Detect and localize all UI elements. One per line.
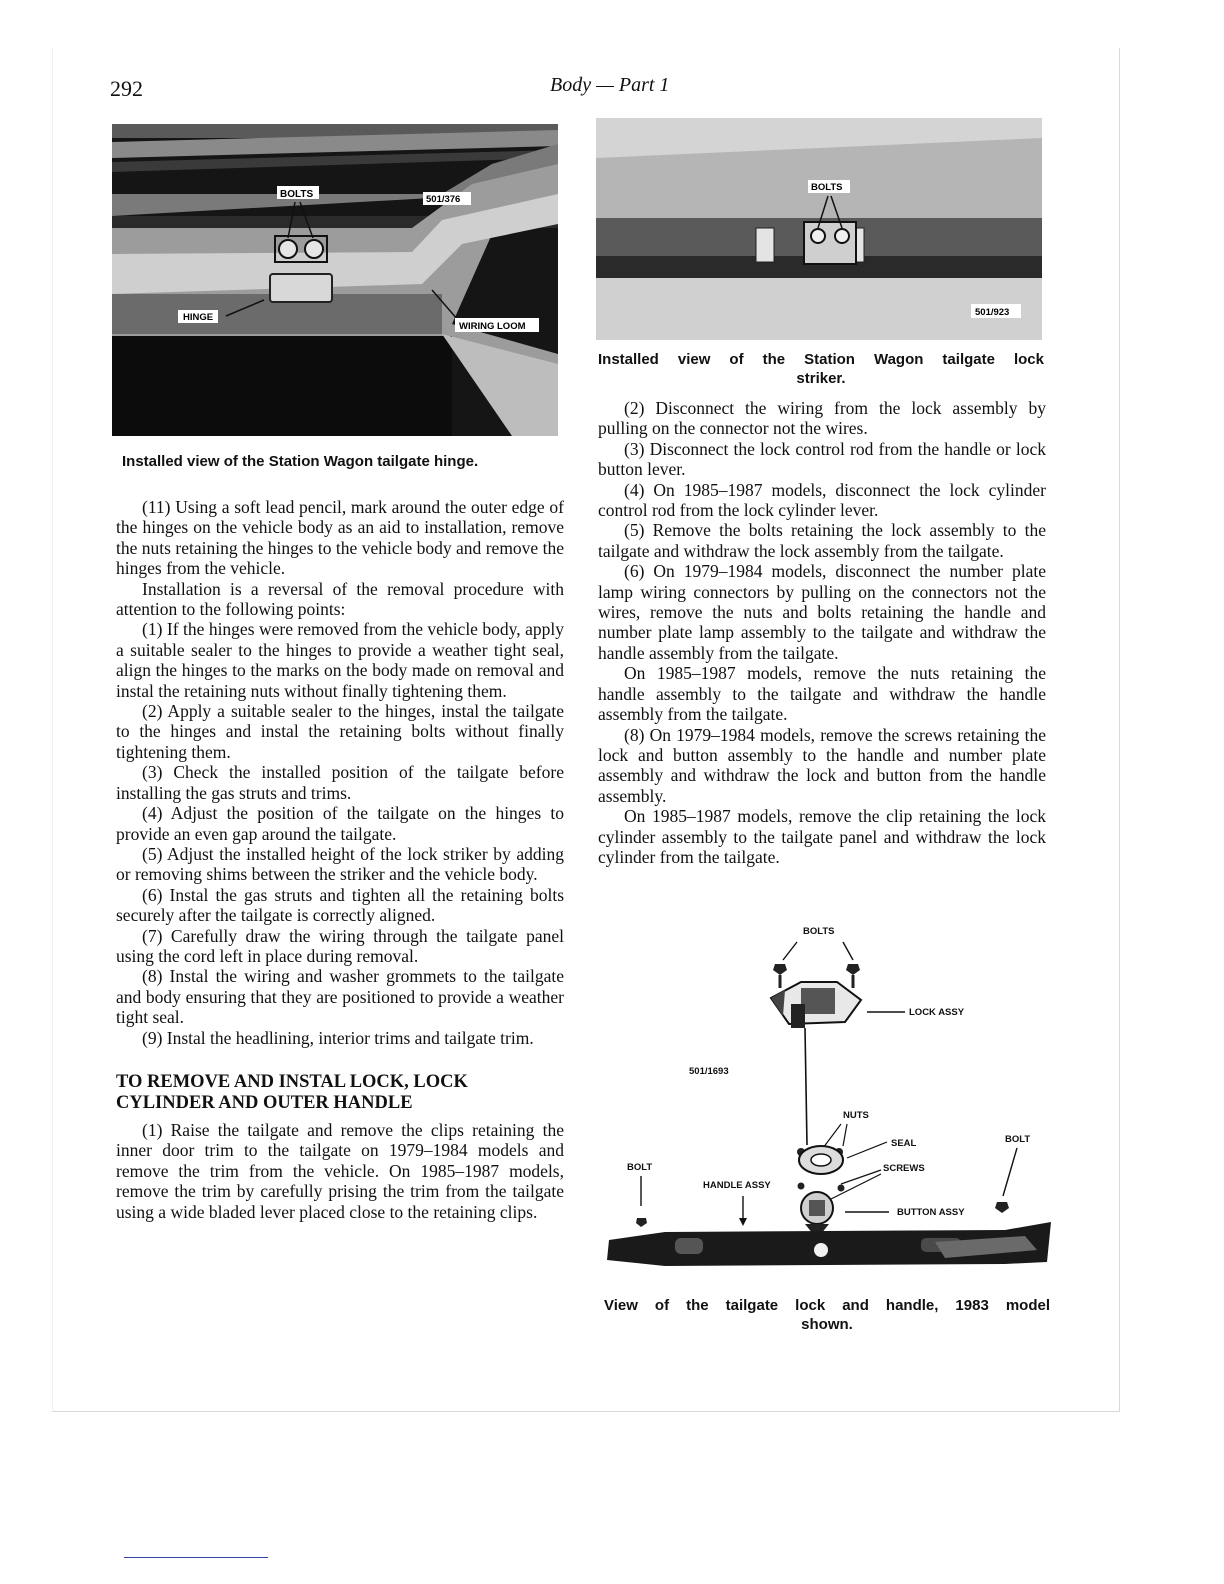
- seal-icon: [799, 1146, 843, 1174]
- left-paragraph: (1) If the hinges were removed from the vehicle body, apply a suitable sealer to the hinges to provide a weather tight seal, align the hinges to the marks on the body made on removal and instal the retaining nuts without finally tightening them.: [116, 619, 564, 701]
- running-title: Body — Part 1: [550, 74, 670, 96]
- diagram-bolt-right-label: BOLT: [1005, 1134, 1031, 1145]
- hinge-photo-wiring-loom-label: WIRING LOOM: [459, 321, 526, 332]
- diagram-screws-label: SCREWS: [883, 1163, 925, 1174]
- diagram-bolts-label: BOLTS: [803, 926, 835, 937]
- left-paragraph: (8) Instal the wiring and washer grommets to the tailgate and body ensuring that they are positioned to provide a weather tight seal.: [116, 966, 564, 1028]
- diagram-caption: [604, 1296, 1050, 1334]
- hinge-photo-hinge-label: HINGE: [183, 312, 214, 323]
- left-paragraph: (11) Using a soft lead pencil, mark around the outer edge of the hinges on the vehicle body as an aid to installation, remove the nuts retaining the hinges to the vehicle body and remove the hinges from the vehicle.: [116, 497, 564, 579]
- page-number: 292: [110, 76, 143, 101]
- right-column: [598, 398, 1046, 867]
- left-paragraph: (3) Check the installed position of the tailgate before installing the gas struts and trims.: [116, 762, 564, 803]
- hinge-photo: [112, 124, 558, 436]
- striker-caption-line2: striker.: [796, 370, 846, 387]
- left-paragraph: (5) Adjust the installed height of the lock striker by adding or removing shims between the striker and the vehicle body.: [116, 843, 564, 885]
- striker-photo-caption: [598, 350, 1044, 388]
- diagram-seal-label: SEAL: [891, 1138, 917, 1149]
- diagram-caption-line2: shown.: [801, 1316, 853, 1333]
- left-paragraph: (9) Instal the headlining, interior trims and tailgate trim.: [142, 1027, 534, 1048]
- right-paragraph: (5) Remove the bolts retaining the lock assembly to the tailgate and withdraw the lock assembly from the tailgate.: [598, 520, 1046, 561]
- left-paragraph: (2) Apply a suitable sealer to the hinges, instal the tailgate to the hinges and instal the retaining bolts without finally tightening them.: [116, 701, 564, 762]
- hinge-photo-bolts-label: BOLTS: [280, 189, 314, 200]
- diagram-caption-line1: View of the tailgate lock and handle, 1983 model: [604, 1297, 1050, 1314]
- lock-assembly-icon: [771, 982, 861, 1028]
- left-paragraph: (1) Raise the tailgate and remove the clips retaining the inner door trim to the tailgate on 1979–1984 models and remove the trim from the vehicle. On 1985–1987 models, remove the trim by carefully prising the trim from the tailgate using a wide bladed lever placed close to the retaining clips.: [116, 1119, 564, 1222]
- section-heading: TO REMOVE AND INSTAL LOCK, LOCK CYLINDER AND OUTER HANDLE: [116, 1071, 468, 1113]
- striker-photo-bolts-label: BOLTS: [811, 182, 843, 193]
- diagram-nuts-label: NUTS: [843, 1110, 869, 1121]
- right-paragraph: (4) On 1985–1987 models, disconnect the lock cylinder control rod from the lock cylinder lever.: [598, 479, 1046, 521]
- left-column: [116, 497, 564, 1222]
- diagram-ref-label: 501/1693: [689, 1066, 729, 1077]
- right-paragraph: (3) Disconnect the lock control rod from the handle or lock button lever.: [598, 438, 1046, 480]
- left-paragraph: (6) Instal the gas struts and tighten all the retaining bolts securely after the tailgate is correctly aligned.: [116, 884, 564, 926]
- left-paragraph: Installation is a reversal of the removal procedure with attention to the following points:: [116, 578, 564, 620]
- left-paragraph: (4) Adjust the position of the tailgate on the hinges to provide an even gap around the tailgate.: [116, 803, 564, 844]
- footer-rule: [124, 1557, 268, 1558]
- diagram-handle-assy-label: HANDLE ASSY: [703, 1180, 771, 1191]
- bolt-icon: [636, 1218, 647, 1227]
- handle-assembly-icon: [607, 1222, 1051, 1266]
- left-paragraph: (7) Carefully draw the wiring through the tailgate panel using the cord left in place during removal.: [116, 925, 564, 966]
- right-paragraph: (8) On 1979–1984 models, remove the screws retaining the lock and button assembly to the handle and number plate assembly and withdraw the lock and button from the handle assembly.: [598, 724, 1046, 806]
- striker-photo-ref-label: 501/923: [975, 307, 1010, 318]
- hinge-photo-caption: Installed view of the Station Wagon tailgate hinge.: [122, 453, 479, 470]
- right-paragraph: (6) On 1979–1984 models, disconnect the number plate lamp wiring connectors by pulling on the connectors not the wires, remove the nuts and bolts retaining the handle and number plate lamp assembly to the tailgate and withdraw the handle assembly from the tailgate.: [598, 561, 1046, 663]
- diagram-lock-assy-label: LOCK ASSY: [909, 1007, 965, 1018]
- bolt-icon: [846, 964, 860, 988]
- right-paragraph: On 1985–1987 models, remove the nuts retaining the handle assembly to the tailgate and withdraw the handle assembly from the tailgate.: [598, 663, 1046, 725]
- lock-handle-diagram: [605, 920, 1055, 1290]
- diagram-bolt-left-label: BOLT: [627, 1162, 653, 1173]
- striker-photo: [596, 118, 1042, 340]
- hinge-photo-ref-label: 501/376: [426, 194, 461, 205]
- bolt-icon: [995, 1202, 1009, 1213]
- diagram-button-assy-label: BUTTON ASSY: [897, 1207, 965, 1218]
- bolt-icon: [773, 964, 787, 988]
- right-paragraph: (2) Disconnect the wiring from the lock assembly by pulling on the connector not the wires.: [598, 398, 1046, 439]
- button-assembly-icon: [801, 1192, 833, 1234]
- striker-caption-line1: Installed view of the Station Wagon tailgate lock: [598, 351, 1044, 368]
- right-paragraph: On 1985–1987 models, remove the clip retaining the lock cylinder assembly to the tailgate panel and withdraw the lock cylinder from the tailgate.: [598, 806, 1046, 867]
